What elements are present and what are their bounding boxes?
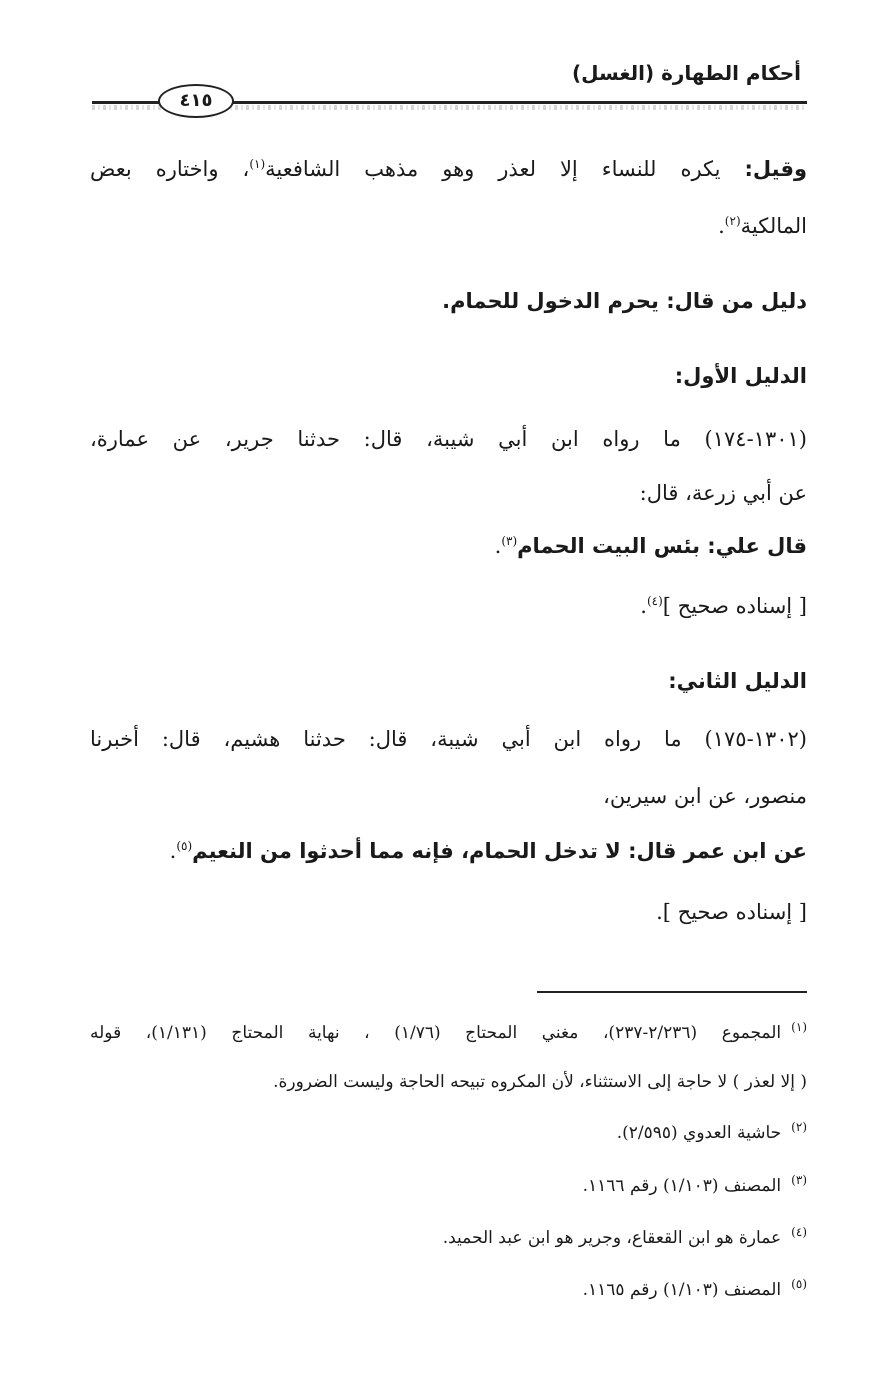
narration-line: عن أبي زرعة، قال: bbox=[639, 481, 807, 505]
footnote-text: عمارة هو ابن القعقاع، وجرير هو ابن عبد الحميد. bbox=[442, 1228, 782, 1248]
section-heading: دليل من قال: يحرم الدخول للحمام. bbox=[442, 289, 807, 313]
hadith-text: عن ابن عمر قال: لا تدخل الحمام، فإنه مما أحدثوا من النعيم bbox=[192, 839, 807, 863]
footnote-number: (٣) bbox=[791, 1173, 807, 1188]
footnote-number: (٢) bbox=[791, 1120, 807, 1135]
footnote-text: حاشية العدوي (٢/٥٩٥). bbox=[616, 1123, 782, 1143]
narration-line: (١٣٠٢-١٧٥) ما رواه ابن أبي شيبة، قال: حدثنا هشيم، قال: أخبرنا bbox=[90, 727, 807, 751]
label-qila: وقيل: bbox=[744, 157, 808, 181]
footnote-text: المصنف (١/١٠٣) رقم ١١٦٥. bbox=[582, 1280, 782, 1300]
footnote-ref[interactable]: (٤) bbox=[646, 594, 663, 608]
grading-line bbox=[90, 591, 807, 621]
footnote-number: (٤) bbox=[791, 1225, 807, 1240]
hadith-line bbox=[90, 531, 807, 561]
footnote-3 bbox=[90, 1173, 807, 1199]
footnote-ref[interactable]: (٢) bbox=[724, 214, 741, 228]
punctuation: . bbox=[169, 839, 177, 863]
paragraph-text: يكره للنساء إلا لعذر وهو مذهب الشافعية bbox=[265, 157, 745, 181]
hadith-text: قال علي: بئس البيت الحمام bbox=[517, 534, 807, 558]
paragraph-text: المالكية bbox=[740, 214, 807, 238]
running-title: أحكام الطهارة (الغسل) bbox=[571, 61, 801, 85]
footnote-text: المجموع (٢/٢٣٦-٢٣٧)، مغني المحتاج (١/٧٦) ، نهاية المحتاج (١/١٣١)، قوله bbox=[90, 1023, 782, 1043]
grading-line: [ إسناده صحيح ]. bbox=[656, 900, 807, 924]
footnote-text: المصنف (١/١٠٣) رقم ١١٦٦. bbox=[582, 1176, 782, 1196]
page-number: ٤١٥ bbox=[158, 84, 234, 118]
footnote-ref[interactable]: (١) bbox=[249, 157, 266, 171]
subheading-second-evidence: الدليل الثاني: bbox=[668, 669, 807, 693]
footnote-4 bbox=[90, 1225, 807, 1251]
grading-text: [ إسناده صحيح ] bbox=[662, 594, 807, 618]
footnote-2 bbox=[90, 1120, 807, 1146]
paragraph-text: ، واختاره بعض bbox=[90, 157, 250, 181]
footnote-ref[interactable]: (٣) bbox=[501, 534, 518, 548]
punctuation: . bbox=[640, 594, 647, 618]
footnote-1 bbox=[90, 1020, 807, 1046]
paragraph-line bbox=[90, 154, 807, 184]
footnote-5 bbox=[90, 1277, 807, 1303]
footnote-ref[interactable]: (٥) bbox=[176, 839, 193, 853]
punctuation: . bbox=[718, 214, 725, 238]
subheading-first-evidence: الدليل الأول: bbox=[674, 364, 807, 388]
footnote-number: (٥) bbox=[791, 1277, 807, 1292]
footnote-number: (١) bbox=[791, 1020, 807, 1035]
punctuation: . bbox=[494, 534, 502, 558]
narration-line: (١٣٠١-١٧٤) ما رواه ابن أبي شيبة، قال: حدثنا جرير، عن عمارة، bbox=[90, 427, 807, 451]
paragraph-line bbox=[90, 211, 807, 241]
hadith-line bbox=[90, 836, 807, 866]
footnote-separator bbox=[537, 991, 807, 993]
footnote-1-continued: ( إلا لعذر ) لا حاجة إلى الاستثناء، لأن المكروه تبيحه الحاجة وليست الضرورة. bbox=[273, 1072, 807, 1092]
narration-line: منصور، عن ابن سيرين، bbox=[603, 784, 807, 808]
